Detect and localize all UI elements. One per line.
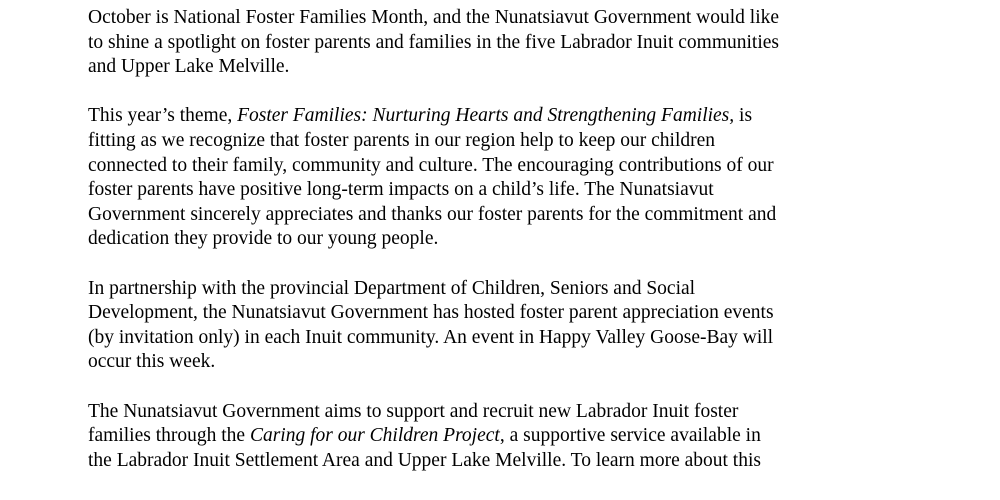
text-line: fitting as we recognize that foster parents in our region help to keep our children: [88, 129, 716, 151]
project-title: Caring for our Children Project: [249, 425, 500, 447]
text-line: The Nunatsiavut Government aims to support and recruit new Labrador Inuit foster: [88, 400, 739, 422]
text-line: the Labrador Inuit Settlement Area and Upper Lake Melville. To learn more about this: [88, 449, 761, 471]
text-line: foster parents have positive long-term impacts on a child’s life. The Nunatsiavut: [88, 179, 714, 201]
text-line: October is National Foster Families Month, and the Nunatsiavut Government would like: [88, 7, 780, 28]
text-line: In partnership with the provincial Department of Children, Seniors and Social: [88, 277, 696, 299]
paragraph-theme: [88, 104, 958, 252]
paragraph-foster-families-month: [88, 6, 958, 80]
text-line: families through the Caring for our Children Project, a supportive service available in: [88, 425, 761, 447]
text-line: (by invitation only) in each Inuit community. An event in Happy Valley Goose-Bay will: [88, 326, 774, 348]
text-line: Development, the Nunatsiavut Government has hosted foster parent appreciation events: [88, 302, 774, 324]
document-body: [88, 6, 958, 498]
theme-title: Foster Families: Nurturing Hearts and Strengthening Families,: [237, 105, 735, 127]
text-line: to shine a spotlight on foster parents and families in the five Labrador Inuit communities: [88, 31, 780, 53]
paragraph-partnership: [88, 277, 958, 375]
text-line: and Upper Lake Melville.: [88, 56, 290, 78]
text-line: connected to their family, community and culture. The encouraging contributions of our: [88, 154, 774, 176]
paragraph-recruitment: [88, 400, 958, 474]
text-line: dedication they provide to our young people.: [88, 228, 439, 250]
text-line: occur this week.: [88, 351, 216, 373]
text-line: Government sincerely appreciates and thanks our foster parents for the commitment and: [88, 203, 777, 225]
text-line: This year’s theme, Foster Families: Nurturing Hearts and Strengthening Families, is: [88, 105, 753, 127]
